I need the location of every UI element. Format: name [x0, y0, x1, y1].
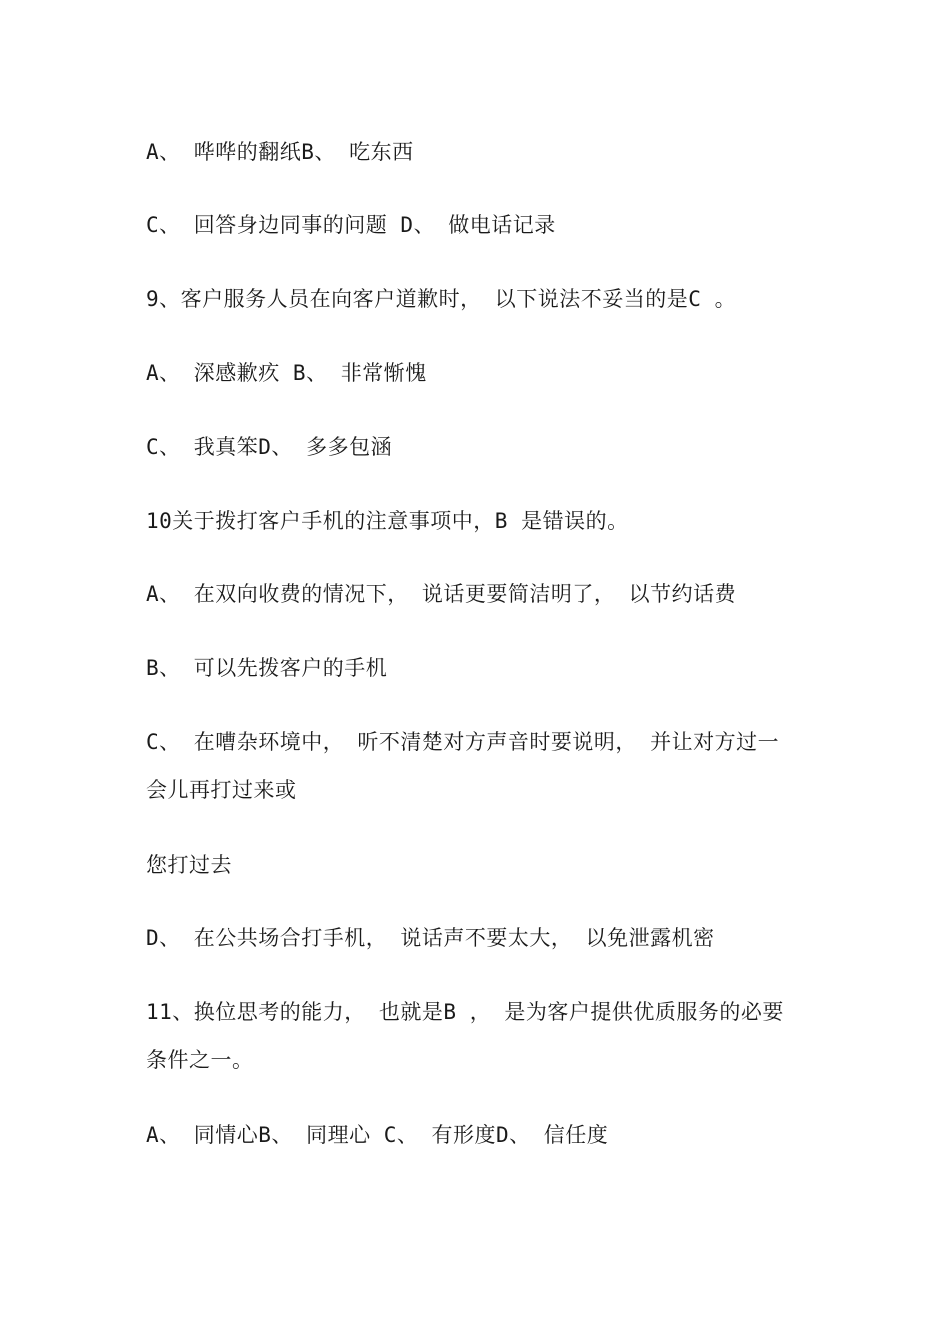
q11-options: A、 同情心B、 同理心 C、 有形度D、 信任度 [146, 1123, 609, 1147]
q11-question-line1: 11、换位思考的能力， 也就是B ， 是为客户提供优质服务的必要 [146, 1000, 784, 1024]
q10-option-c-line1: C、 在嘈杂环境中， 听不清楚对方声音时要说明， 并让对方过一 [146, 730, 780, 754]
q10-question: 10关于拨打客户手机的注意事项中，B 是错误的。 [146, 509, 629, 533]
q10-option-a: A、 在双向收费的情况下， 说话更要简洁明了， 以节约话费 [146, 582, 737, 606]
q9-options-ab: A、 深感歉疚 B、 非常惭愧 [146, 361, 427, 385]
q8-options-cd: C、 回答身边同事的问题 D、 做电话记录 [146, 213, 556, 237]
q11-question-line2: 条件之一。 [146, 1048, 254, 1072]
q8-options-ab: A、 哗哗的翻纸B、 吃东西 [146, 140, 414, 164]
q9-options-cd: C、 我真笨D、 多多包涵 [146, 435, 393, 459]
q10-option-c-line3: 您打过去 [146, 853, 232, 877]
q10-option-d: D、 在公共场合打手机， 说话声不要太大， 以免泄露机密 [146, 926, 715, 950]
q10-option-c-line2: 会儿再打过来或 [146, 778, 297, 802]
q10-option-b: B、 可以先拨客户的手机 [146, 656, 388, 680]
q9-question: 9、客户服务人员在向客户道歉时， 以下说法不妥当的是C 。 [146, 287, 737, 311]
